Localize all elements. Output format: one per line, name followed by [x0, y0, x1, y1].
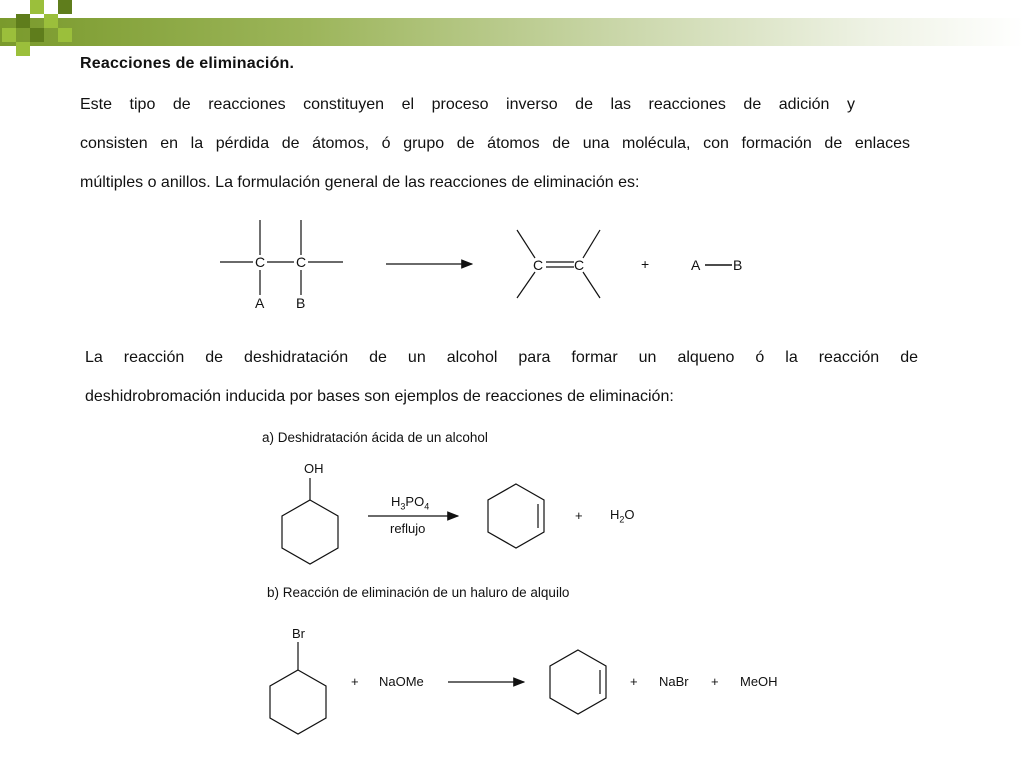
plus-sign: + [575, 508, 583, 523]
plus-sign: + [641, 256, 650, 272]
hydroxyl-label: OH [304, 461, 324, 476]
cyclohexene-ring [550, 650, 606, 714]
plus-sign: + [351, 674, 359, 689]
example-a-heading: a) Deshidratación ácida de un alcohol [262, 430, 488, 445]
bond-line [517, 272, 535, 298]
intro-line-3: múltiples o anillos. La formulación general de las reacciones de eliminación es: [80, 174, 640, 191]
examples-line-1: La reacción de deshidratación de un alcohol para formar un alqueno ó la reacción de [85, 349, 918, 366]
bond-line [517, 230, 535, 258]
alkene-carbon-2: C [574, 257, 585, 273]
intro-line-2: consisten en la pérdida de átomos, ó grupo de átomos de una molécula, con formación de enlaces [80, 135, 910, 152]
reagent-naome: NaOMe [379, 674, 424, 689]
cyclohexane-ring [282, 500, 338, 564]
atom-label-c2: C [296, 254, 307, 270]
bond-line [583, 230, 600, 258]
example-b-heading: b) Reacción de eliminación de un haluro de alquilo [267, 585, 570, 600]
cyclohexene-ring [488, 484, 544, 548]
cyclohexane-ring [270, 670, 326, 734]
intro-line-1: Este tipo de reacciones constituyen el proceso inverso de las reacciones de adición y [80, 96, 855, 113]
substituent-a-label: A [255, 295, 265, 311]
plus-sign: + [711, 674, 719, 689]
plus-sign: + [630, 674, 638, 689]
bond-line [583, 272, 600, 298]
examples-line-2: deshidrobromación inducida por bases son ejemplos de reacciones de eliminación: [85, 388, 674, 405]
slide-title: Reacciones de eliminación. [80, 55, 295, 72]
alkene-carbon-1: C [533, 257, 544, 273]
atom-label-c1: C [255, 254, 266, 270]
product-nabr: NaBr [659, 674, 689, 689]
reagent-h3po4: $H_3PO_4$ [391, 494, 430, 512]
condition-reflux: reflujo [390, 521, 426, 536]
byproduct-a-label: A [691, 257, 701, 273]
bromo-label: Br [292, 626, 305, 641]
byproduct-b-label: B [733, 257, 743, 273]
water-label: $H_2O$ [610, 507, 635, 525]
substituent-b-label: B [296, 295, 306, 311]
product-meoh: MeOH [740, 674, 778, 689]
